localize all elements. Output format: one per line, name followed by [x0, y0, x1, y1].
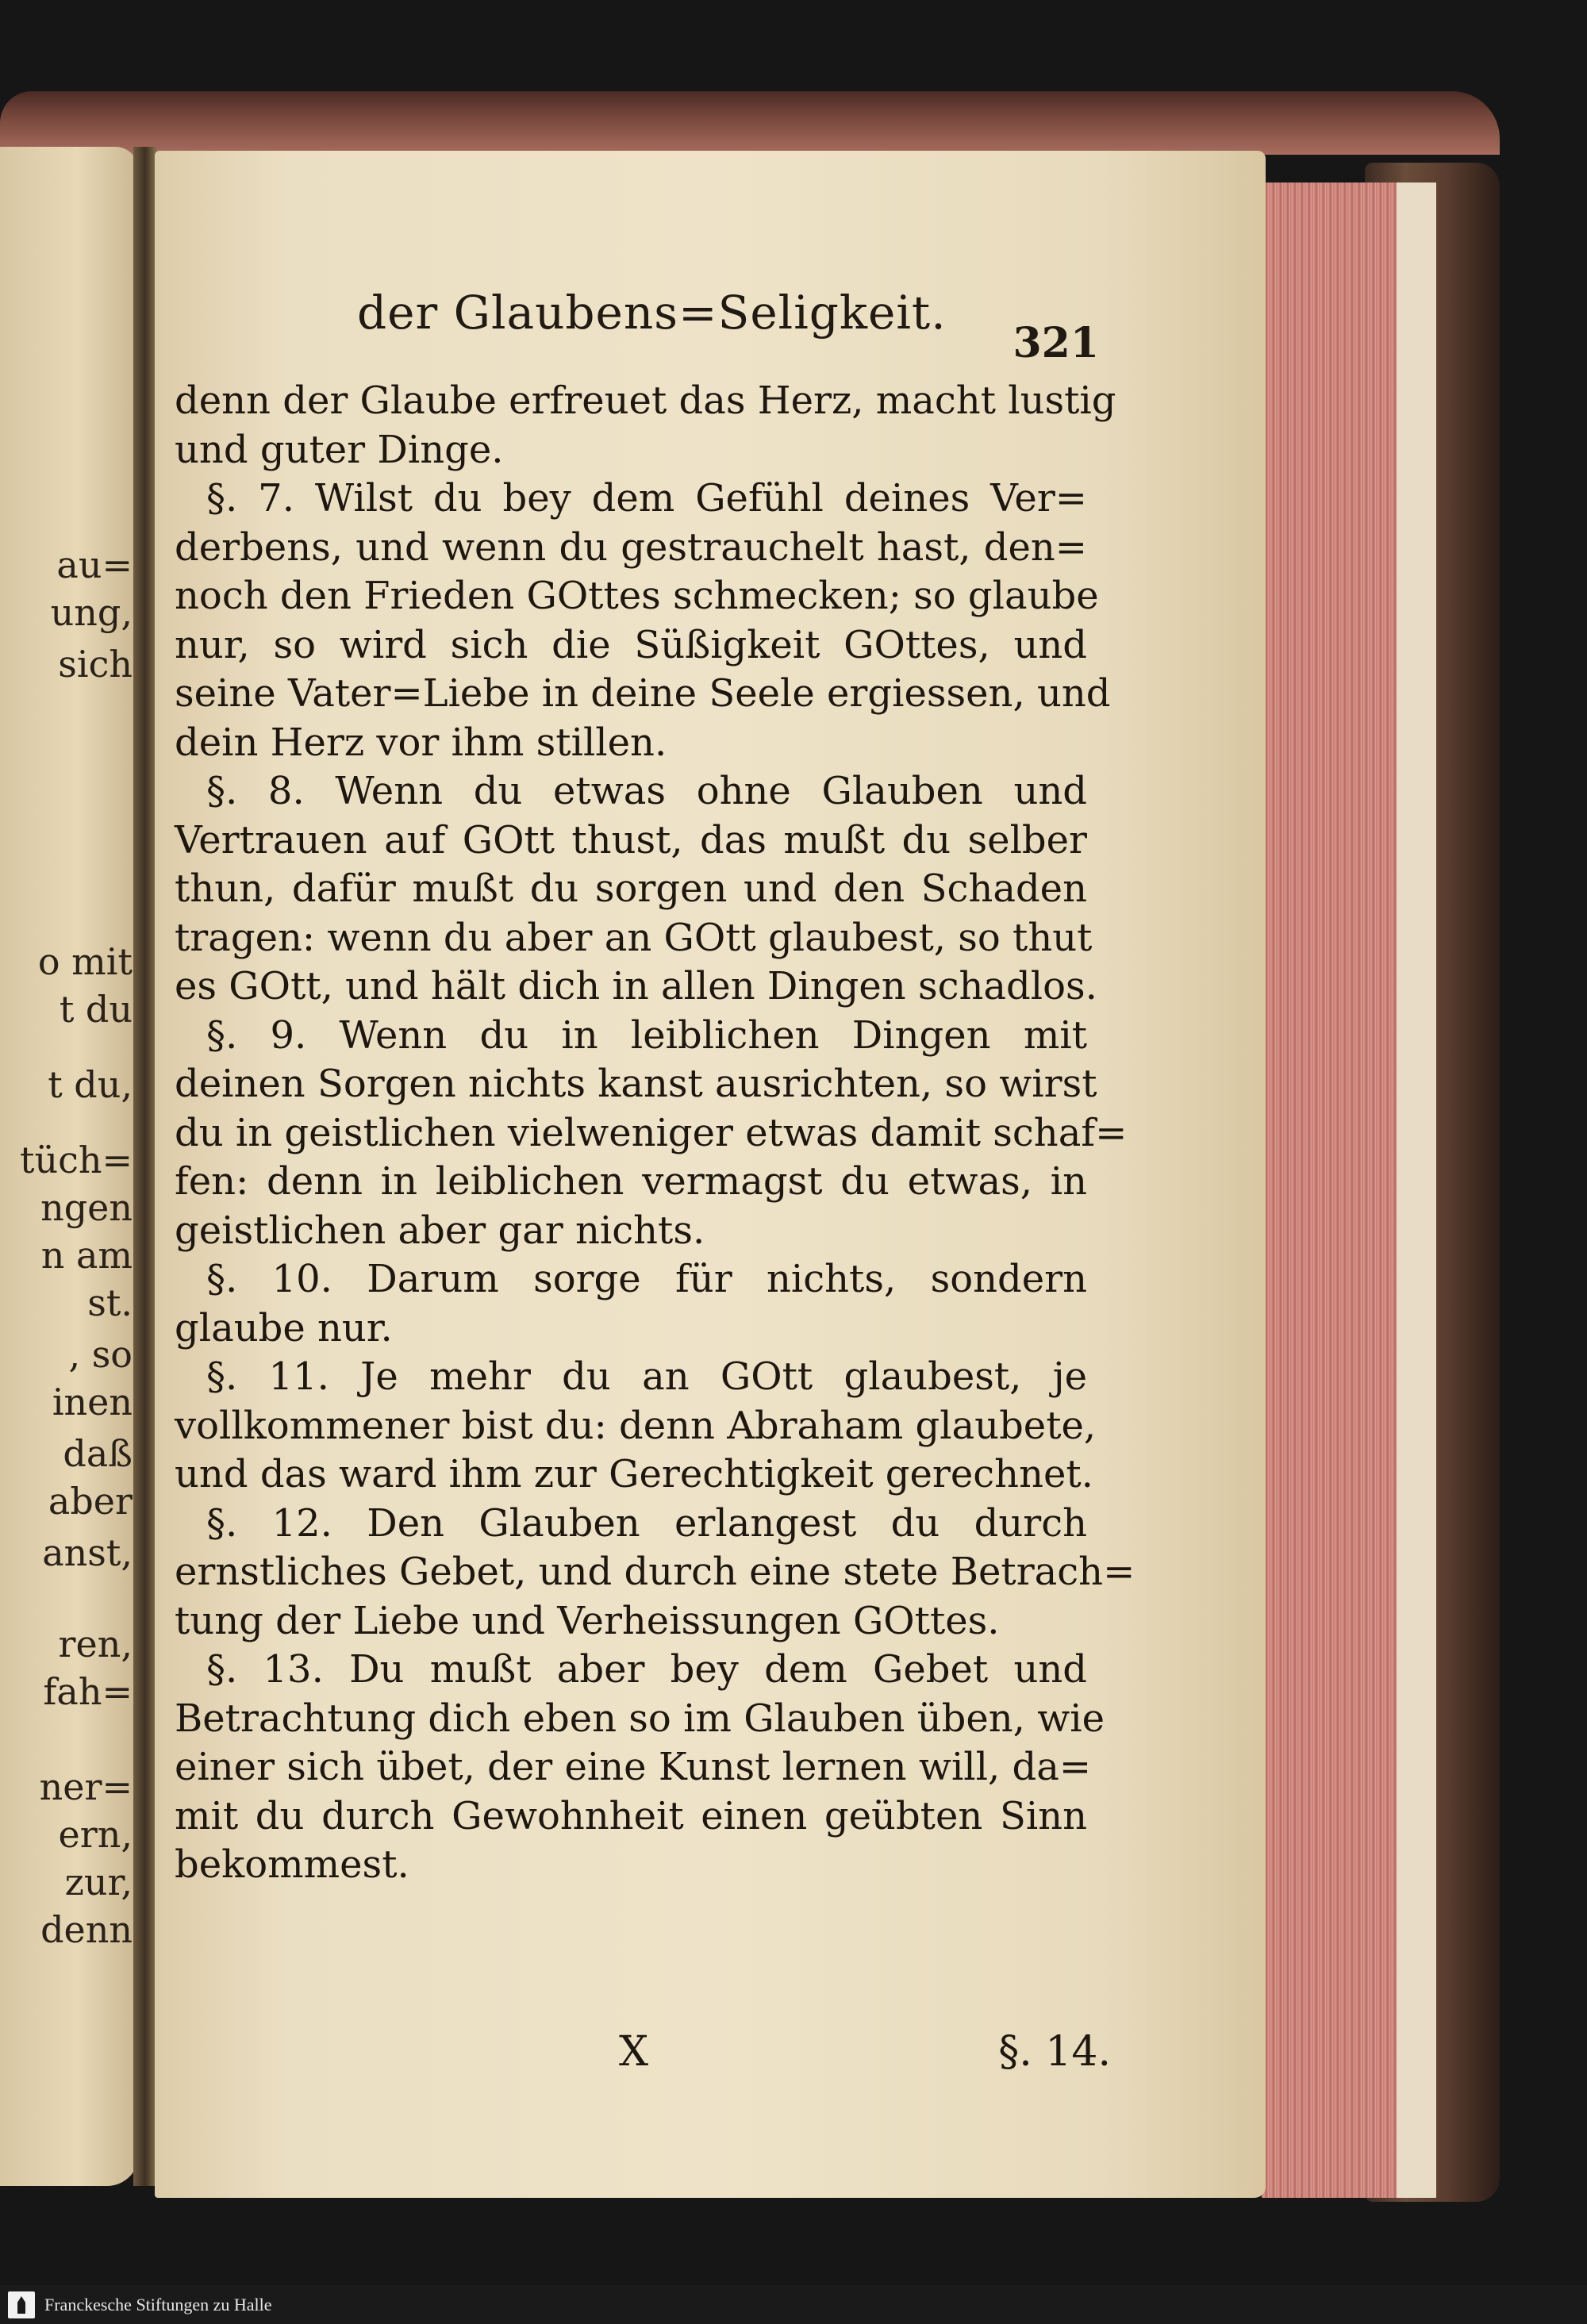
left-page-fragment: fah=	[43, 1670, 133, 1713]
left-page-fragment: zur,	[64, 1861, 133, 1903]
text-line: geistlichen aber gar nichts.	[175, 1208, 705, 1253]
institution-name: Franckesche Stiftungen zu Halle	[44, 2295, 272, 2314]
left-page-fragment: anst,	[42, 1531, 133, 1574]
text-line: mit du durch Gewohnheit einen geübten Sinn	[175, 1793, 1087, 1838]
book-gutter	[133, 147, 157, 2186]
text-line: Vertrauen auf GOtt thust, das mußt du selber	[175, 817, 1087, 862]
left-page-fragment: n am	[40, 1234, 133, 1277]
left-page-fragment: tüch=	[19, 1139, 133, 1181]
text-line: fen: denn in leiblichen vermagst du etwas, in	[175, 1159, 1087, 1204]
text-line: ernstliches Gebet, und durch eine stete Betrach=	[175, 1550, 1135, 1594]
text-line: seine Vater=Liebe in deine Seele ergiessen, und	[175, 671, 1111, 716]
text-line: nur, so wird sich die Süßigkeit GOttes, und	[175, 622, 1087, 667]
text-line: einer sich übet, der eine Kunst lernen will, da=	[175, 1745, 1092, 1789]
left-page-fragment: daß	[63, 1432, 133, 1475]
signature-mark: X	[619, 2028, 649, 2076]
left-page-fragment: aber	[48, 1480, 133, 1523]
left-page-fragment: ngen	[40, 1186, 133, 1229]
francke-foundations-logo-icon	[8, 2291, 35, 2318]
left-page-fragment: ern,	[58, 1813, 133, 1856]
text-line: Betrachtung dich eben so im Glauben üben, wie	[175, 1696, 1105, 1741]
page-fore-edge-light	[1397, 182, 1436, 2198]
left-page-fragment: sich	[58, 643, 133, 686]
text-line: §. 7. Wilst du bey dem Gefühl deines Ver=	[206, 476, 1087, 520]
text-line: dein Herz vor ihm stillen.	[175, 720, 667, 765]
text-line: thun, dafür mußt du sorgen und den Schaden	[175, 866, 1087, 911]
text-line: tragen: wenn du aber an GOtt glaubest, so thut	[175, 915, 1093, 960]
page-fore-edge	[1262, 182, 1412, 2198]
left-page-fragment: o mit	[37, 940, 133, 983]
left-page-fragment: , so	[68, 1333, 133, 1376]
institution-bar	[0, 2285, 1587, 2324]
left-page-fragment: denn	[40, 1908, 133, 1951]
left-page-fragment: inen	[52, 1381, 133, 1423]
book-top-edge	[0, 91, 1500, 155]
text-line: noch den Frieden GOttes schmecken; so glaube	[175, 574, 1099, 618]
left-page-fragment: t du	[59, 988, 133, 1031]
text-line: vollkommener bist du: denn Abraham glaubete,	[175, 1403, 1097, 1448]
text-line: und guter Dinge.	[175, 427, 504, 472]
text-line: derbens, und wenn du gestrauchelt hast, den=	[175, 524, 1087, 570]
text-line: es GOtt, und hält dich in allen Dingen schadlos.	[175, 964, 1097, 1008]
body-text	[175, 377, 1135, 1890]
left-page	[0, 147, 139, 2186]
text-line: §. 10. Darum sorge für nichts, sondern	[206, 1257, 1087, 1301]
text-line: glaube nur.	[175, 1305, 393, 1350]
text-line: deinen Sorgen nichts kanst ausrichten, so wirst	[175, 1062, 1097, 1106]
left-page-fragment: ren,	[58, 1623, 133, 1665]
left-page-fragment: ung,	[50, 591, 133, 634]
text-line: tung der Liebe und Verheissungen GOttes.	[175, 1598, 1000, 1643]
text-line: §. 9. Wenn du in leiblichen Dingen mit	[206, 1012, 1087, 1058]
text-line: bekommest.	[175, 1842, 409, 1887]
text-line: denn der Glaube erfreuet das Herz, macht lustig	[175, 378, 1116, 423]
text-line: §. 11. Je mehr du an GOtt glaubest, je	[206, 1354, 1087, 1399]
catchword: §. 14.	[998, 2028, 1111, 2076]
left-page-fragment: ner=	[39, 1765, 133, 1808]
page-number: 321	[1013, 319, 1099, 367]
left-page-fragment: t du,	[48, 1063, 133, 1106]
text-line: §. 12. Den Glauben erlangest du durch	[206, 1500, 1087, 1546]
text-line: und das ward ihm zur Gerechtigkeit gerechnet.	[175, 1452, 1093, 1496]
page-footer	[619, 2028, 1111, 2092]
left-page-fragment: au=	[56, 544, 133, 586]
text-line: §. 8. Wenn du etwas ohne Glauben und	[206, 769, 1087, 813]
text-line: §. 13. Du mußt aber bey dem Gebet und	[206, 1647, 1087, 1692]
running-head: der Glaubens=Seligkeit.	[357, 286, 947, 340]
text-line: du in geistlichen vielweniger etwas damit schaf=	[175, 1110, 1128, 1155]
left-page-fragment: st.	[87, 1281, 133, 1324]
